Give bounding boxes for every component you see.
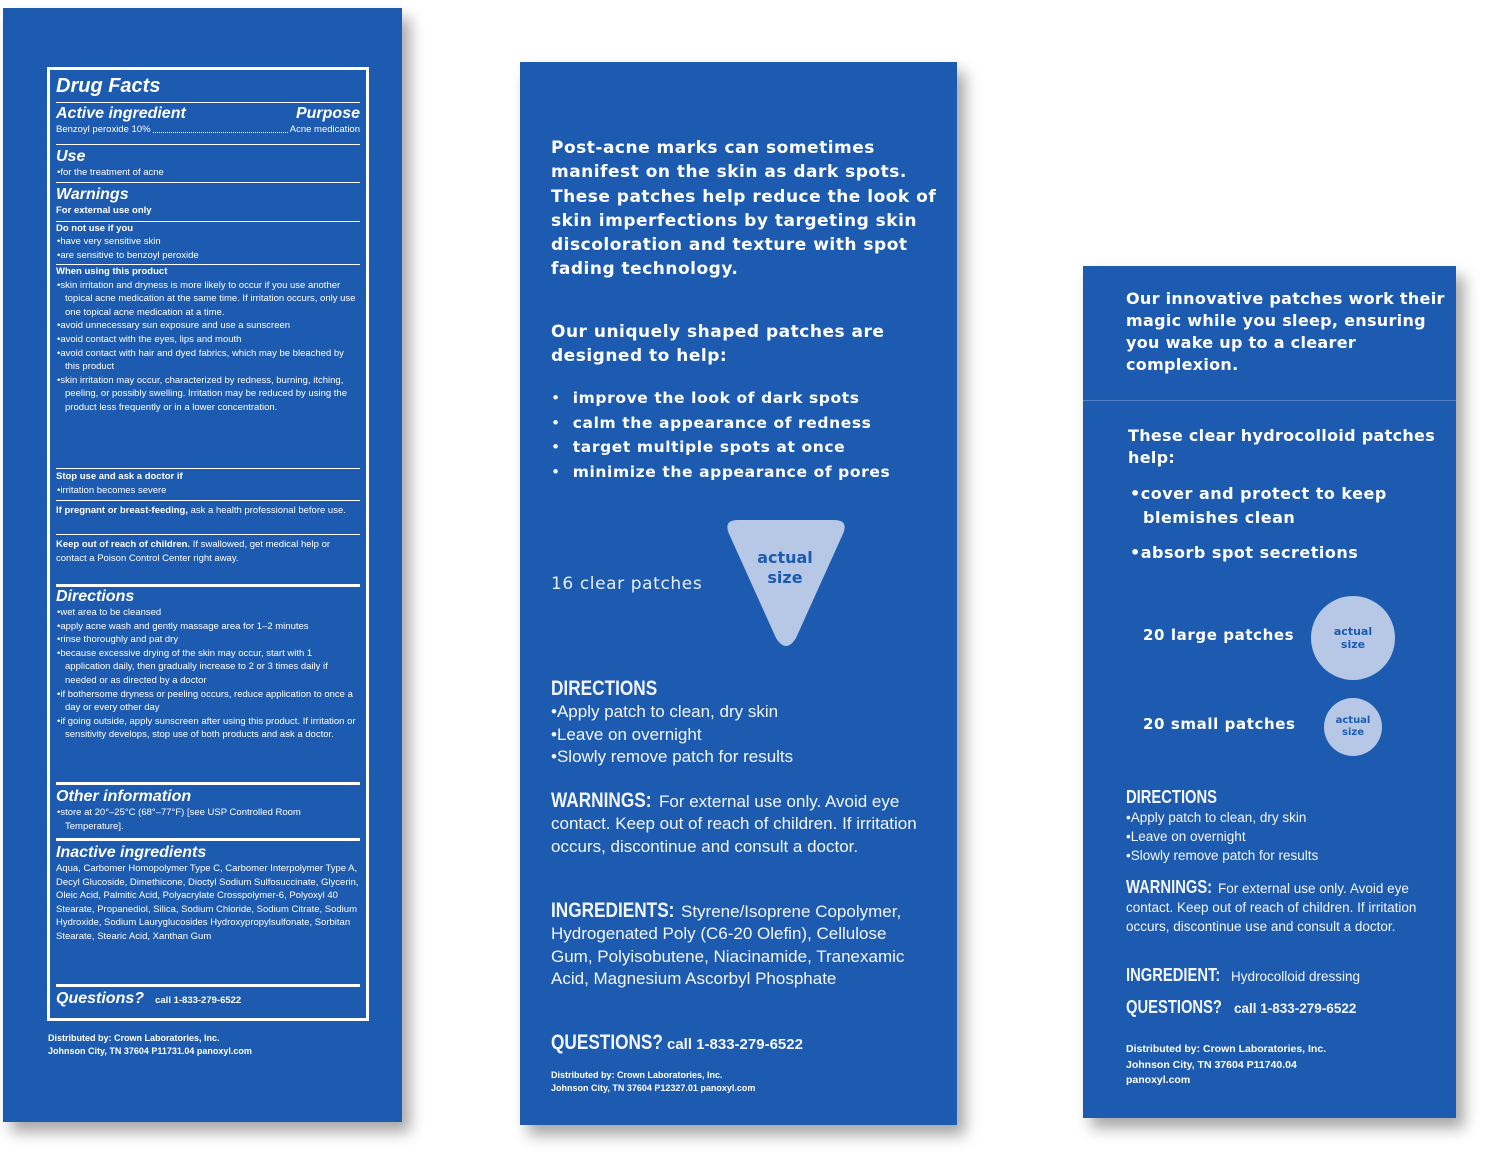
directions-item: • because excessive drying of the skin may occur, start with 1 application daily, then gradually increase to 2 or 3 times daily if needed or as directed by a doctor [56, 647, 360, 688]
directions-item: • apply acne wash and gently massage area for 1–2 minutes [56, 620, 360, 634]
stop-use-item: • irritation becomes severe [56, 484, 360, 498]
inactive-text: Aqua, Carbomer Homopolymer Type C, Carbomer Interpolymer Type A, Decyl Glucoside, Dimethicone, Dioctyl Sodium Sulfosuccinate, Glycerin, Oleic Acid, Palmitic Acid, Polyacrylate Crosspolymer-6, Polyoxyl 40 Stearate, Propanediol, Silica, Sodium Chloride, Sodium Citrate, Sodium Hydroxide, Sodium Lauryglucosides Hydroxypropylsulfonate, Sorbitan Stearate, Stearic Acid, Xanthan Gum [56, 863, 359, 942]
large-patches-label: 20 large patches [1143, 626, 1295, 644]
ingredients-heading: INGREDIENTS: [551, 899, 675, 922]
distributor-line: Johnson City, TN 37604 P12327.01 panoxyl.com [551, 1082, 756, 1093]
small-patches-label: 20 small patches [1143, 715, 1296, 733]
do-not-use-item: • are sensitive to benzoyl peroxide [56, 249, 360, 263]
benefit-item: • cover and protect to keep blemishes clean [1130, 482, 1440, 530]
use-section [56, 148, 360, 183]
intro-text: Our innovative patches work their magic while you sleep, ensuring you wake up to a clearer complexion. [1126, 289, 1445, 374]
questions-heading: QUESTIONS? [1126, 997, 1222, 1017]
drug-facts-title: Drug Facts [56, 75, 161, 97]
when-using-item: • avoid contact with the eyes, lips and mouth [56, 333, 360, 347]
warnings-block [551, 790, 931, 858]
purpose-label: Purpose [295, 105, 360, 122]
do-not-use-label: Do not use if you [56, 222, 134, 234]
directions-item: • wet area to be cleansed [56, 606, 360, 620]
inactive-section [56, 844, 360, 987]
benefit-item: • target multiple spots at once [551, 435, 890, 460]
directions-item: • if going outside, apply sunscreen after using this product. If irritation or sensitivity develops, stop use of both products and ask a doctor. [56, 715, 360, 742]
actual-size-label: actual size [1335, 715, 1371, 738]
distributor-info [48, 1032, 252, 1058]
benefits-heading: Our uniquely shaped patches are designed to help: [551, 322, 885, 367]
benefit-item: • calm the appearance of redness [551, 411, 890, 436]
direction-item: • Slowly remove patch for results [551, 746, 931, 768]
benefits-list [551, 386, 890, 484]
benefit-item: • absorb spot secretions [1130, 541, 1440, 565]
actual-size-label: actual size [757, 548, 813, 587]
directions-label: Directions [56, 588, 135, 605]
external-use: For external use only [56, 204, 360, 222]
questions-heading: QUESTIONS? [551, 1031, 663, 1054]
warnings-section [56, 186, 360, 469]
inactive-label: Inactive ingredients [56, 844, 207, 861]
warnings-label: Warnings [56, 186, 129, 203]
stop-use-section [56, 470, 360, 501]
drug-facts-box [47, 67, 369, 1021]
when-using-item: • skin irritation and dryness is more likely to occur if you use another topical acne medication at the same time. If irritation occurs, only use one topical acne medication at a time. [56, 279, 360, 320]
warnings-text: For external use only. Avoid eye contact. Keep out of reach of children. If irritation occurs, discontinue use and consult a doctor. [1126, 881, 1417, 934]
active-ingredient-value: Benzoyl peroxide 10% [56, 124, 151, 135]
when-using-item: • avoid unnecessary sun exposure and use a sunscreen [56, 319, 360, 333]
drug-facts-panel [3, 8, 402, 1122]
distributor-line: Distributed by: Crown Laboratories, Inc. [48, 1033, 220, 1043]
other-info-item: • store at 20°–25°C (68°–77°F) [see USP Controlled Room Temperature]. [56, 806, 360, 833]
when-using-item: • avoid contact with hair and dyed fabrics, which may be bleached by this product [56, 347, 360, 374]
distributor-line: Distributed by: Crown Laboratories, Inc. [551, 1070, 723, 1080]
use-item: • for the treatment of acne [56, 166, 360, 180]
when-using-label: When using this product [56, 266, 168, 278]
questions-label: Questions? [56, 990, 145, 1007]
direction-item: • Apply patch to clean, dry skin [1126, 808, 1446, 827]
ingredients-block [551, 900, 931, 990]
keep-out-label: Keep out of reach of children. [56, 539, 191, 550]
when-using-item: • skin irritation may occur, characterized by redness, burning, itching, peeling, or possibly swelling. Irritation may be reduced by using the product less frequently or in a lower concentration. [56, 374, 360, 415]
do-not-use-item: • have very sensitive skin [56, 235, 360, 249]
patch-count: 16 clear patches [551, 574, 703, 594]
drug-facts-header [56, 74, 360, 145]
ingredient-text: Hydrocolloid dressing [1231, 969, 1361, 984]
direction-item: • Apply patch to clean, dry skin [551, 701, 931, 723]
warnings-text: For external use only. Avoid eye contact. Keep out of reach of children. If irritation occurs, discontinue and consult a doctor. [551, 792, 917, 856]
divider [1083, 400, 1456, 401]
direction-item: • Leave on overnight [551, 724, 931, 746]
other-info-label: Other information [56, 788, 192, 805]
other-info-section [56, 788, 360, 841]
warnings-heading: WARNINGS: [551, 789, 652, 812]
benefits-heading: These clear hydrocolloid patches help: [1128, 426, 1436, 467]
benefits-list [1130, 482, 1440, 576]
directions-heading: DIRECTIONS [1126, 787, 1218, 807]
keep-out-section [56, 538, 360, 587]
distributor-line: Johnson City, TN 37604 P11740.04 [1126, 1058, 1297, 1071]
questions-text: call 1-833-279-6522 [155, 995, 242, 1006]
directions-block [1126, 788, 1446, 865]
questions-block [1126, 998, 1446, 1018]
questions-text: call 1-833-279-6522 [1234, 1001, 1357, 1016]
pregnant-label: If pregnant or breast-feeding, [56, 505, 188, 516]
benefit-item: • minimize the appearance of pores [551, 460, 890, 485]
directions-item: • rinse thoroughly and pat dry [56, 633, 360, 647]
pregnant-section [56, 504, 360, 535]
direction-item: • Leave on overnight [1126, 827, 1446, 846]
direction-item: • Slowly remove patch for results [1126, 846, 1446, 865]
ingredient-block [1126, 966, 1446, 986]
intro-text: Post-acne marks can sometimes manifest on the skin as dark spots. These patches help reduce the look of skin imperfections by targeting skin discoloration and texture with spot fading technology. [551, 138, 937, 280]
questions-block [551, 1032, 931, 1056]
large-patch-circle-icon [1311, 596, 1395, 680]
directions-heading: DIRECTIONS [551, 677, 658, 700]
warnings-block [1126, 878, 1446, 936]
directions-section [56, 588, 360, 785]
actual-size-label: actual size [1333, 625, 1373, 651]
questions-section [56, 988, 360, 1008]
distributor-info [1126, 1042, 1326, 1089]
warnings-heading: WARNINGS: [1126, 877, 1213, 897]
ingredient-heading: INGREDIENT: [1126, 965, 1221, 985]
distributor-line: Distributed by: Crown Laboratories, Inc. [1126, 1043, 1327, 1055]
directions-item: • if bothersome dryness or peeling occurs, reduce application to once a day or every other day [56, 688, 360, 715]
stop-use-label: Stop use and ask a doctor if [56, 471, 183, 482]
purpose-value: Acne medication [289, 124, 360, 135]
use-label: Use [56, 148, 86, 165]
distributor-info [551, 1069, 755, 1094]
questions-text: call 1-833-279-6522 [667, 1036, 803, 1053]
distributor-line: panoxyl.com [1126, 1074, 1191, 1086]
benefit-item: • improve the look of dark spots [551, 386, 890, 411]
hydrocolloid-patches-panel [1083, 266, 1456, 1118]
active-ingredient-label: Active ingredient [56, 105, 186, 122]
dark-spot-patches-panel [520, 62, 957, 1125]
pregnant-text: ask a health professional before use. [190, 505, 346, 516]
ingredients-text: Styrene/Isoprene Copolymer, Hydrogenated Poly (C6-20 Olefin), Cellulose Gum, Polyisobutene, Niacinamide, Tranexamic Acid, Magnesium Ascorbyl Phosphate [551, 902, 905, 988]
distributor-line: Johnson City, TN 37604 P11731.04 panoxyl.com [48, 1046, 252, 1056]
keep-out-text: If swallowed, get medical help or contact a Poison Control Center right away. [56, 539, 331, 564]
small-patch-circle-icon [1324, 698, 1382, 756]
directions-block [551, 678, 931, 768]
